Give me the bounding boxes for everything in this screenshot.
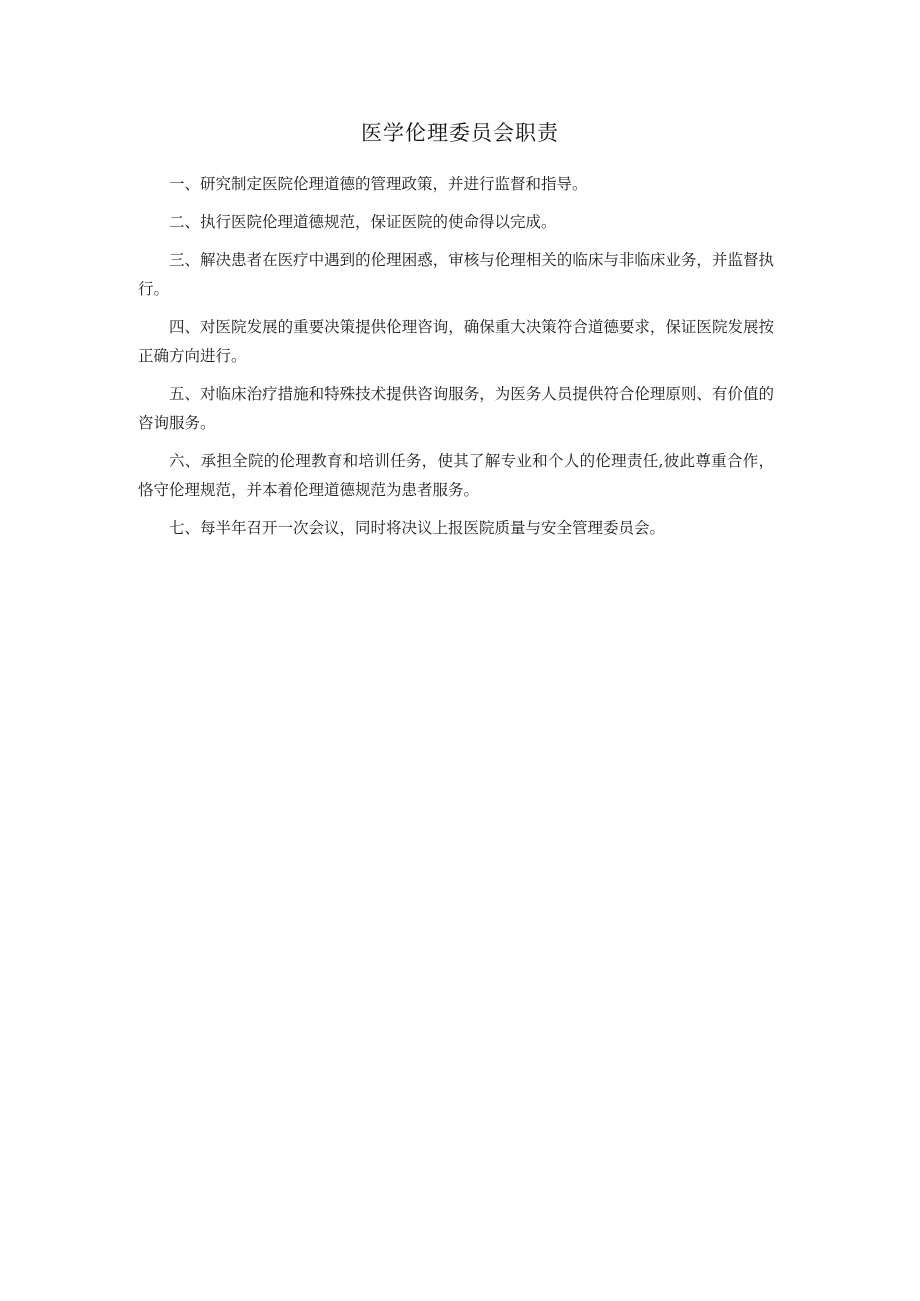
duty-item-3: 三、解决患者在医疗中遇到的伦理困惑，审核与伦理相关的临床与非临床业务，并监督执行。	[138, 251, 774, 298]
duty-item-6: 六、承担全院的伦理教育和培训任务，使其了解专业和个人的伦理责任,彼此尊重合作，恪守伦理规范，并本着伦理道德规范为患者服务。	[138, 452, 774, 499]
duty-item-4: 四、对医院发展的重要决策提供伦理咨询，确保重大决策符合道德要求，保证医院发展按正确方向进行。	[138, 318, 774, 365]
duty-item-7: 七、每半年召开一次会议，同时将决议上报医院质量与安全管理委员会。	[169, 519, 666, 537]
duty-item-2: 二、执行医院伦理道德规范，保证医院的使命得以完成。	[169, 213, 557, 231]
document-title: 医学伦理委员会职责	[361, 121, 559, 145]
duty-item-5: 五、对临床治疗措施和特殊技术提供咨询服务，为医务人员提供符合伦理原则、有价值的咨询服务。	[138, 385, 774, 432]
document-body	[138, 170, 774, 552]
duty-item-1: 一、研究制定医院伦理道德的管理政策，并进行监督和指导。	[169, 175, 588, 193]
